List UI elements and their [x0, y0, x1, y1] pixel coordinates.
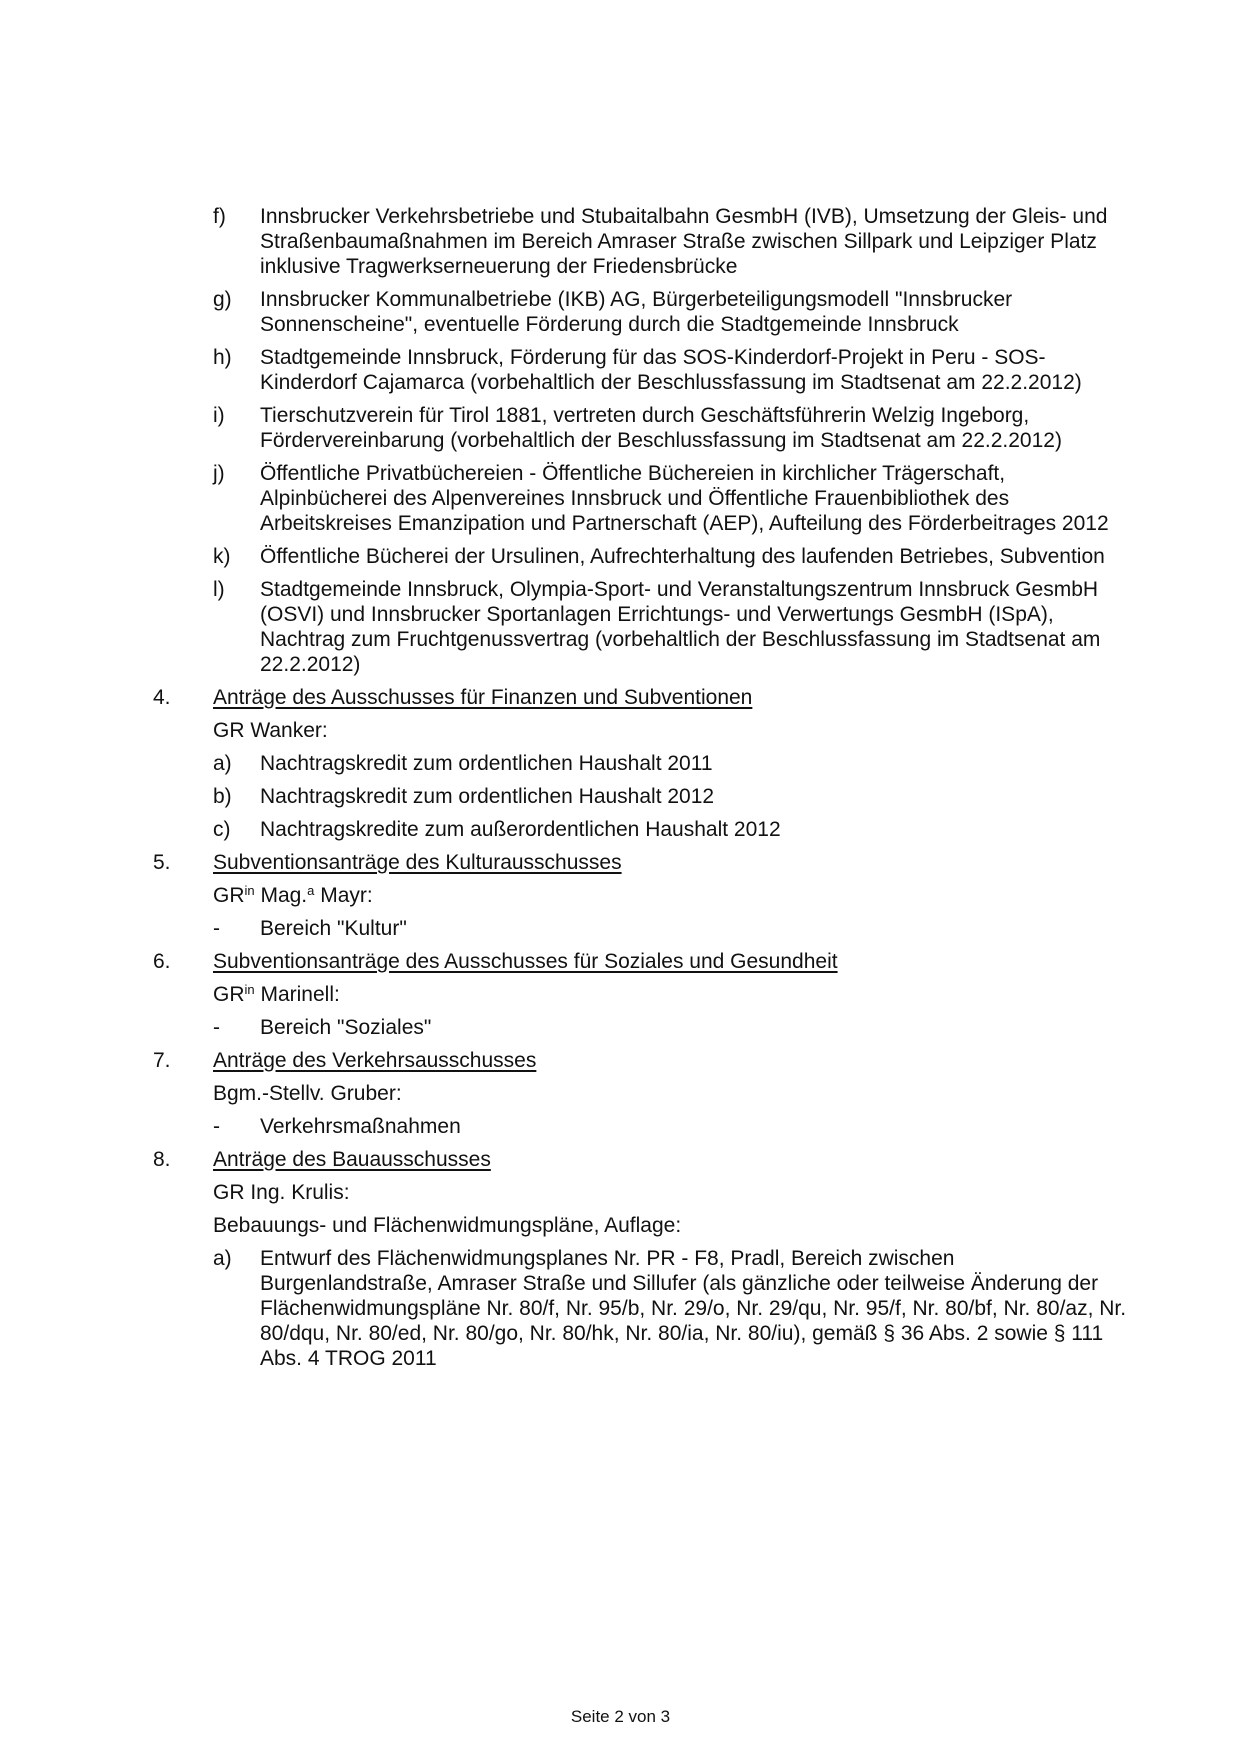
section-heading-5 — [0, 850, 1241, 875]
list-item — [0, 204, 1241, 279]
list-item-label: i) — [213, 404, 225, 427]
speaker — [0, 982, 1241, 1007]
list-item-text: Nachtragskredit zum ordentlichen Haushalt 2011 — [260, 752, 713, 775]
section-number: 8. — [153, 1148, 171, 1171]
section-heading-7 — [0, 1048, 1241, 1073]
speaker: GR Wanker: — [213, 719, 328, 742]
section-title: Anträge des Ausschusses für Finanzen und Subventionen — [213, 686, 753, 709]
list-item-text: Nachtragskredit zum ordentlichen Haushalt 2012 — [260, 785, 715, 808]
list-item — [0, 784, 1241, 809]
list-item — [0, 817, 1241, 842]
section-heading-8 — [0, 1147, 1241, 1172]
list-item-text: Stadtgemeinde Innsbruck, Olympia-Sport- und Veranstaltungszentrum Innsbruck GesmbH (OSVI) und Innsbrucker Sportanlagen Errichtungs- und Verwertungs GesmbH (ISpA), Nachtrag zum Fruchtgenussvertrag (vorbehaltlich der Beschlussfassung im Stadtsenat am 22.2.2012) — [260, 578, 1101, 676]
speaker-prefix: GR — [213, 983, 245, 1006]
speaker-name: Mayr: — [314, 884, 373, 907]
list-item-label: k) — [213, 545, 231, 568]
speaker-superscript: in — [244, 982, 255, 997]
list-item — [0, 461, 1241, 536]
section-title: Anträge des Bauausschusses — [213, 1148, 491, 1171]
list-item — [0, 1246, 1241, 1371]
list-item-text: Verkehrsmaßnahmen — [260, 1115, 461, 1138]
section-number: 6. — [153, 950, 171, 973]
list-item-label: b) — [213, 785, 232, 808]
list-item-label: f) — [213, 205, 226, 228]
section-number: 4. — [153, 686, 171, 709]
list-item — [0, 916, 1241, 941]
list-item-text: Öffentliche Bücherei der Ursulinen, Aufrechterhaltung des laufenden Betriebes, Subvention — [260, 545, 1105, 568]
list-item-text: Nachtragskredite zum außerordentlichen Haushalt 2012 — [260, 818, 781, 841]
list-item-label: l) — [213, 578, 225, 601]
list-item-text: Tierschutzverein für Tirol 1881, vertreten durch Geschäftsführerin Welzig Ingeborg, Fördervereinbarung (vorbehaltlich der Beschlussfassung im Stadtsenat am 22.2.2012) — [260, 404, 1062, 452]
list-item-text: Bereich "Kultur" — [260, 917, 407, 940]
speaker-superscript: in — [244, 883, 255, 898]
list-item-label: a) — [213, 752, 232, 775]
list-item — [0, 287, 1241, 337]
speaker-prefix: GR — [213, 884, 245, 907]
list-item-text: Bereich "Soziales" — [260, 1016, 432, 1039]
list-item — [0, 345, 1241, 395]
list-item-text: Innsbrucker Verkehrsbetriebe und Stubaitalbahn GesmbH (IVB), Umsetzung der Gleis- und Straßenbaumaßnahmen im Bereich Amraser Straße zwischen Sillpark und Leipziger Platz inklusive Tragwerkserneuerung der Friedensbrücke — [260, 205, 1108, 278]
list-item-label: - — [213, 1016, 220, 1039]
list-item-label: c) — [213, 818, 231, 841]
list-item-label: - — [213, 917, 220, 940]
list-item — [0, 544, 1241, 569]
list-item — [0, 1015, 1241, 1040]
speaker-title: Mag. — [254, 884, 308, 907]
list-item-label: g) — [213, 288, 232, 311]
section-title: Anträge des Verkehrsausschusses — [213, 1049, 537, 1072]
section-intro: Bebauungs- und Flächenwidmungspläne, Auflage: — [213, 1214, 682, 1237]
list-item-text: Innsbrucker Kommunalbetriebe (IKB) AG, Bürgerbeteiligungsmodell "Innsbrucker Sonnenscheine", eventuelle Förderung durch die Stadtgemeinde Innsbruck — [260, 288, 1013, 336]
speaker-superscript: a — [307, 883, 315, 898]
section-heading-6 — [0, 949, 1241, 974]
list-item-text: Entwurf des Flächenwidmungsplanes Nr. PR - F8, Pradl, Bereich zwischen Burgenlandstraße, Amraser Straße und Sillufer (als gänzliche oder teilweise Änderung der Flächenwidmungspläne Nr. 80/f, Nr. 95/b, Nr. 29/o, Nr. 29/qu, Nr. 95/f, Nr. 80/bf, Nr. 80/az, Nr. 80/dqu, Nr. 80/ed, Nr. 80/go, Nr. 80/hk, Nr. 80/ia, Nr. 80/iu), gemäß § 36 Abs. 2 sowie § 111 Abs. 4 TROG 2011 — [260, 1247, 1127, 1370]
list-item — [0, 577, 1241, 677]
list-item-text: Stadtgemeinde Innsbruck, Förderung für das SOS-Kinderdorf-Projekt in Peru - SOS-Kinderdorf Cajamarca (vorbehaltlich der Beschlussfassung im Stadtsenat am 22.2.2012) — [260, 346, 1082, 394]
page-footer: Seite 2 von 3 — [570, 1707, 671, 1726]
speaker: GR Ing. Krulis: — [213, 1181, 350, 1204]
section-number: 7. — [153, 1049, 171, 1072]
list-item-label: a) — [213, 1247, 232, 1270]
section-heading-4 — [0, 685, 1241, 710]
speaker: Bgm.-Stellv. Gruber: — [213, 1082, 402, 1105]
speaker — [0, 883, 1241, 908]
list-item-text: Öffentliche Privatbüchereien - Öffentliche Büchereien in kirchlicher Trägerschaft, Alpinbücherei des Alpenvereines Innsbruck und Öffentliche Frauenbibliothek des Arbeitskreises Emanzipation und Partnerschaft (AEP), Aufteilung des Förderbeitrages 2012 — [260, 462, 1109, 535]
speaker-name: Marinell: — [254, 983, 340, 1006]
list-item-label: - — [213, 1115, 220, 1138]
section-number: 5. — [153, 851, 171, 874]
section-title: Subventionsanträge des Ausschusses für Soziales und Gesundheit — [213, 950, 838, 973]
section-title: Subventionsanträge des Kulturausschusses — [213, 851, 622, 874]
list-item — [0, 403, 1241, 453]
list-item — [0, 1114, 1241, 1139]
document-body — [0, 204, 1241, 1379]
list-item — [0, 751, 1241, 776]
list-item-label: j) — [213, 462, 225, 485]
list-item-label: h) — [213, 346, 232, 369]
